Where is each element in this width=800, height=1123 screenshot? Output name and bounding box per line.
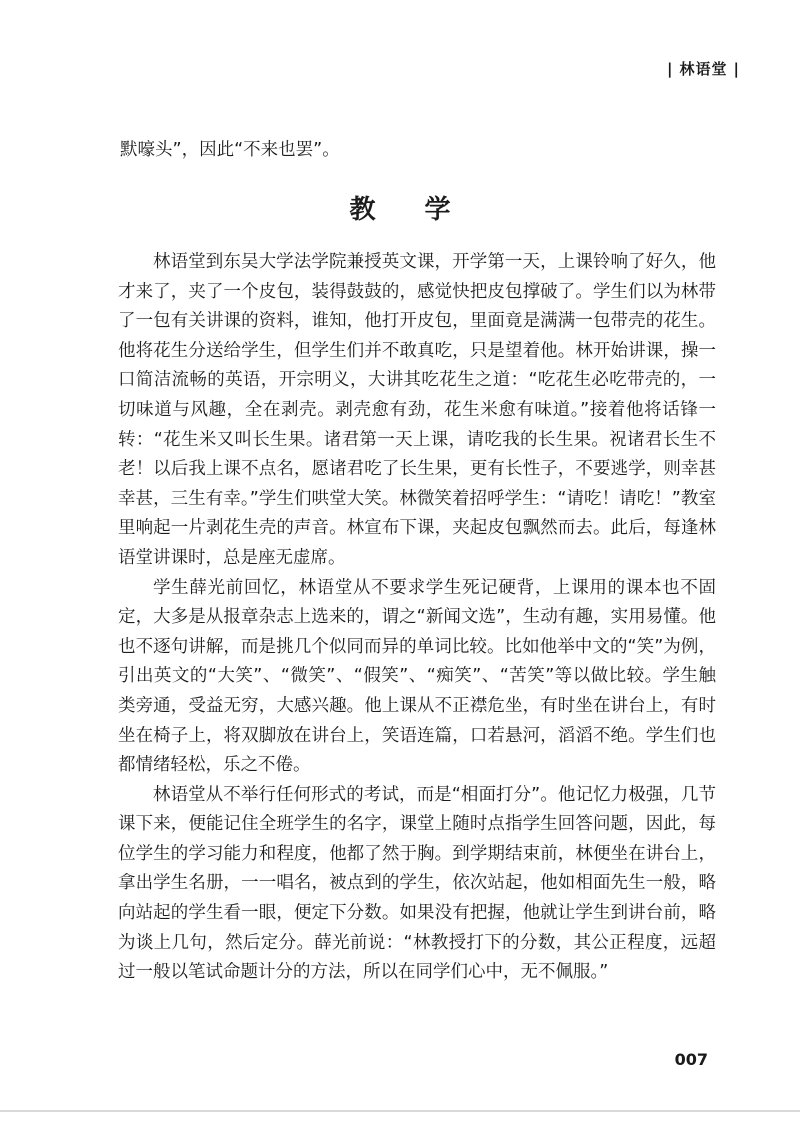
scan-edge-divider <box>0 1110 800 1112</box>
page-number: 007 <box>674 1050 708 1069</box>
header-book-title: 林语堂 <box>679 60 728 78</box>
body-paragraph: 林语堂从不举行任何形式的考试，而是“相面打分”。他记忆力极强，几节课下来，便能记住全班学生的名字，课堂上随时点指学生回答问题，因此，每位学生的学习能力和程度，他都了然于胸。到学期结束前，林便坐在讲台上，拿出学生名册，一一唱名，被点到的学生，依次站起，他如相面先生一般，略向站起的学生看一眼，便定下分数。如果没有把握，他就让学生到讲台前，略为谈上几句，然后定分。薛光前说：“林教授打下的分数，其公正程度，远超过一般以笔试命题计分的方法，所以在同学们心中，无不佩服。” <box>118 784 716 983</box>
header-bar-left: | <box>667 60 674 78</box>
continued-text-line: 默嚎头”，因此“不来也罢”。 <box>120 140 340 160</box>
body-paragraph: 林语堂到东吴大学法学院兼授英文课，开学第一天，上课铃响了好久，他才来了，夹了一个皮包，装得鼓鼓的，感觉快把皮包撑破了。学生们以为林带了一包有关讲课的资料，谁知，他打开皮包，里面竟是满满一包带壳的花生。他将花生分送给学生，但学生们并不敢真吃，只是望着他。林开始讲课，操一口简洁流畅的英语，开宗明义，大讲其吃花生之道：“吃花生必吃带壳的，一切味道与风趣，全在剥壳。剥壳愈有劲，花生米愈有味道。”接着他将话锋一转：“花生米又叫长生果。诸君第一天上课，请吃我的长生果。祝诸君长生不老！以后我上课不点名，愿诸君吃了长生果，更有长性子，不要逃学，则幸甚幸甚，三生有幸。”学生们哄堂大笑。林微笑着招呼学生：“请吃！请吃！”教室里响起一片剥花生壳的声音。林宣布下课，夹起皮包飘然而去。此后，每逢林语堂讲课时，总是座无虚席。 <box>118 252 716 568</box>
header-bar-right: | <box>733 60 740 78</box>
body-paragraph: 学生薛光前回忆，林语堂从不要求学生死记硬背，上课用的课本也不固定，大多是从报章杂志上选来的，谓之“新闻文选”，生动有趣，实用易懂。他也不逐句讲解，而是挑几个似同而异的单词比较。比如他举中文的“笑”为例，引出英文的“大笑”、“微笑”、“假笑”、“痴笑”、“苦笑”等以做比较。学生触类旁通，受益无穷，大感兴趣。他上课从不正襟危坐，有时坐在讲台上，有时坐在椅子上，将双脚放在讲台上，笑语连篇，口若悬河，滔滔不绝。学生们也都情绪轻松，乐之不倦。 <box>118 577 716 776</box>
running-header <box>661 58 746 79</box>
section-title: 教 学 <box>349 195 471 225</box>
body-text <box>118 248 716 988</box>
